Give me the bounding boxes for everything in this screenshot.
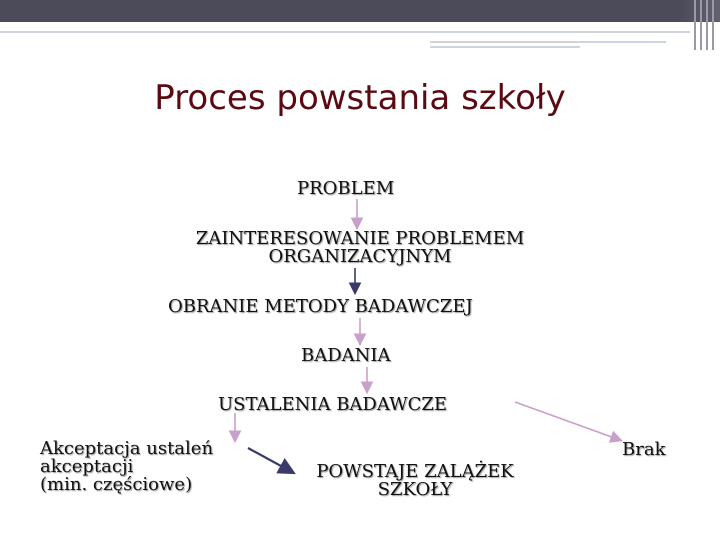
node-brak: Brak <box>622 439 666 460</box>
node-zainteresowanie <box>150 230 570 266</box>
node-obranie: OBRANIE METODY BADAWCZEJ <box>168 296 473 317</box>
node-powstaje <box>280 463 550 499</box>
node-akceptacja-line1: Akceptacja ustaleń <box>40 438 214 459</box>
node-zainteresowanie-line1: ZAINTERESOWANIE PROBLEMEM <box>195 228 525 249</box>
node-powstaje-line1: POWSTAJE ZALĄŻEK <box>316 461 514 482</box>
arrow-ustalenia-to-brak <box>515 402 620 440</box>
slide-title: Proces powstania szkoły <box>154 78 566 118</box>
node-powstaje-line2: SZKOŁY <box>377 479 453 500</box>
node-akceptacja <box>40 440 213 494</box>
node-akceptacja-line2: akceptacji <box>40 456 134 477</box>
node-akceptacja-line3: (min. częściowe) <box>40 474 193 495</box>
node-badania: BADANIA <box>301 345 391 366</box>
node-problem: PROBLEM <box>297 178 395 199</box>
node-zainteresowanie-line2: ORGANIZACYJNYM <box>268 246 452 267</box>
node-ustalenia: USTALENIA BADAWCZE <box>218 394 448 415</box>
